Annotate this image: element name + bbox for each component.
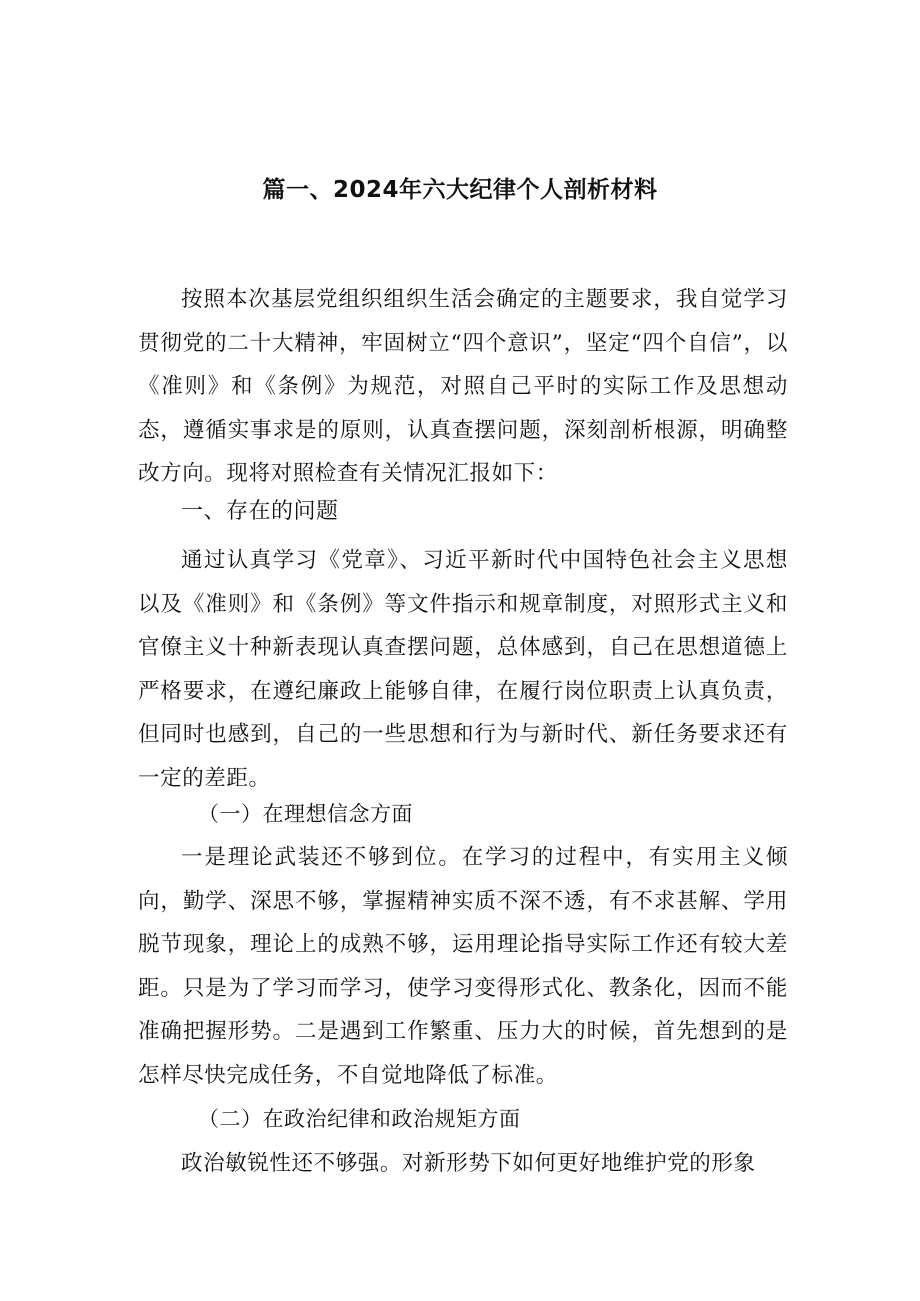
subsection-ideals-text: 一是理论武装还不够到位。在学习的过程中，有实用主义倾向，勤学、深思不够，掌握精神实质不深不透，有不求甚解、学用脱节现象，理论上的成熟不够，运用理论指导实际工作还有较大差距。只是为了学习而学习，使学习变得形式化、教条化，因而不能准确把握形势。二是遇到工作繁重、压力大的时候，首先想到的是怎样尽快完成任务，不自觉地降低了标准。 — [138, 845, 788, 1088]
section-heading-problems: 一、存在的问题 — [181, 499, 339, 524]
document-title: 篇一、2024年六大纪律个人剖析材料 — [262, 177, 658, 203]
intro-text: 按照本次基层党组织组织生活会确定的主题要求，我自觉学习贯彻党的二十大精神，牢固树立“四个意识”，坚定“四个自信”，以《准则》和《条例》为规范，对照自己平时的实际工作及思想动态，遵循实事求是的原则，认真查摆问题，深刻剖析根源，明确整改方向。现将对照检查有关情况汇报如下： — [138, 287, 788, 486]
section1-intro-text: 通过认真学习《党章》、习近平新时代中国特色社会主义思想以及《准则》和《条例》等文件指示和规章制度，对照形式主义和官僚主义十种新表现认真查摆问题，总体感到，自己在思想道德上严格要求，在遵纪廉政上能够自律，在履行岗位职责上认真负责，但同时也感到，自己的一些思想和行为与新时代、新任务要求还有一定的差距。 — [138, 548, 788, 791]
section1-intro-paragraph — [138, 539, 788, 800]
subsection-heading-ideals: （一）在理想信念方面 — [198, 802, 413, 826]
subsection-discipline-paragraph — [138, 1142, 788, 1186]
subsection-discipline-text: 政治敏锐性还不够强。对新形势下如何更好地维护党的形象 — [181, 1151, 756, 1176]
intro-paragraph — [138, 278, 788, 496]
subsection-ideals-paragraph — [138, 836, 788, 1097]
subsection-heading-discipline: （二）在政治纪律和政治规矩方面 — [198, 1107, 521, 1131]
